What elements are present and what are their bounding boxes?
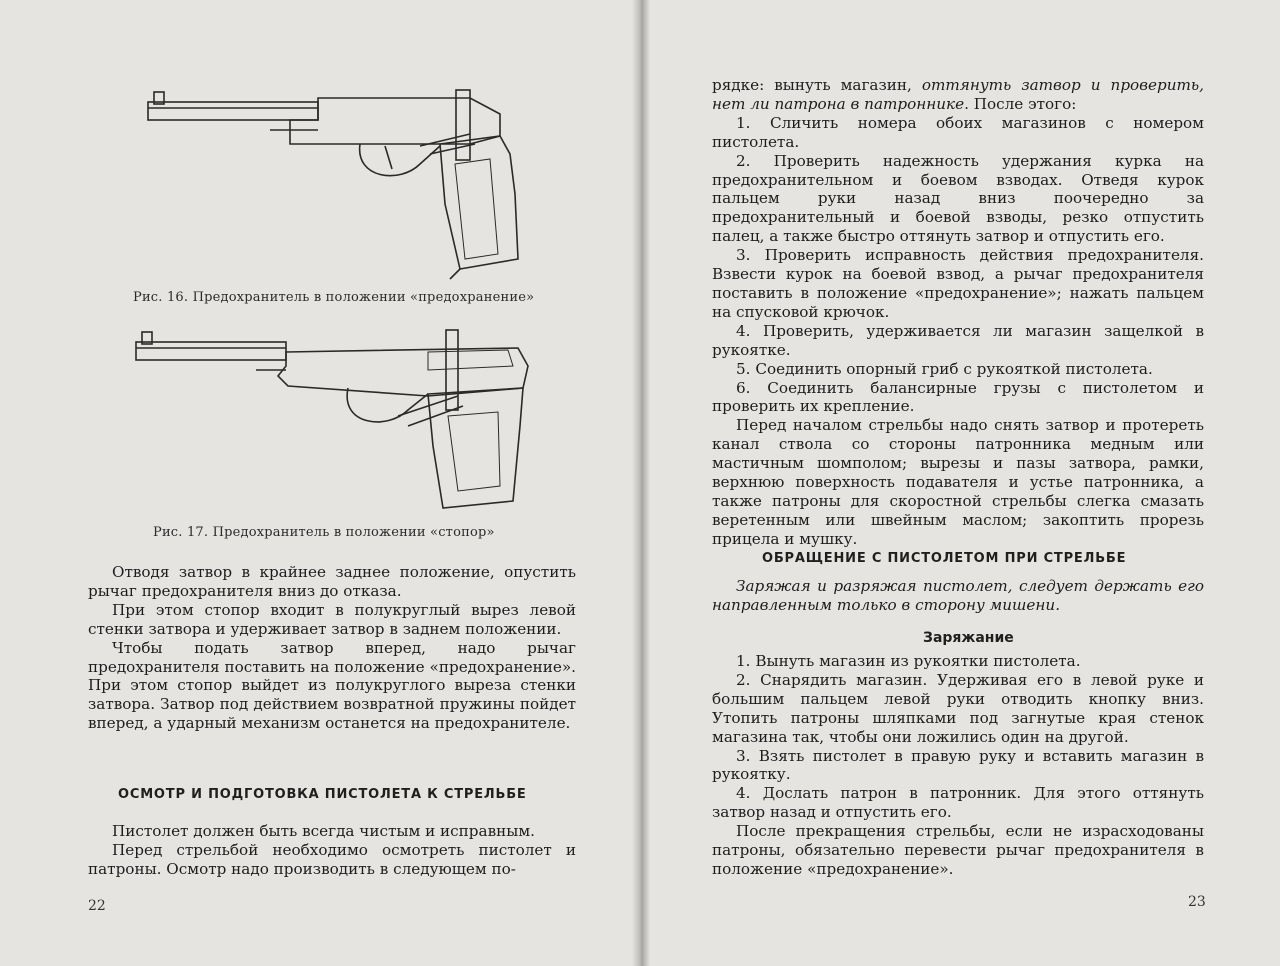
loading-step-1: 1. Вынуть магазин из рукоятки пистолета. bbox=[736, 652, 1081, 670]
loading-steps bbox=[712, 652, 1204, 879]
figure-17-pistol-drawing bbox=[128, 326, 548, 516]
loading-step-2: 2. Снарядить магазин. Удерживая его в левой руке и большим пальцем левой руки отводить кнопку вниз. Утопить патроны шляпками под загнутые края стенок магазина так, чтобы они ложились один на другой. bbox=[712, 670, 1204, 746]
left-paragraph-2: При этом стопор входит в полукруглый вырез левой стенки затвора и удерживает затвор в заднем положении. bbox=[88, 600, 576, 638]
figure-16-caption: Рис. 16. Предохранитель в положении «предохранение» bbox=[133, 290, 535, 305]
right-intro-plain-1: рядке: вынуть магазин, bbox=[712, 76, 922, 94]
right-body-text bbox=[712, 76, 1204, 549]
figure-17-caption: Рис. 17. Предохранитель в положении «стопор» bbox=[153, 525, 495, 540]
right-intro bbox=[712, 76, 1204, 114]
warning-text bbox=[712, 577, 1204, 615]
loading-step-4: 4. Дослать патрон в патронник. Для этого оттянуть затвор назад и отпустить его. bbox=[712, 784, 1204, 822]
check-item-4: 4. Проверить, удерживается ли магазин защелкой в рукоятке. bbox=[712, 321, 1204, 359]
pistol-safety-position-icon bbox=[140, 84, 540, 284]
left-page-number: 22 bbox=[88, 898, 106, 914]
figure-16-pistol-drawing bbox=[140, 84, 540, 284]
left-paragraph-4: Пистолет должен быть всегда чистым и исправным. bbox=[112, 822, 535, 840]
right-page-number: 23 bbox=[1188, 894, 1206, 910]
left-paragraph-5: Перед стрельбой необходимо осмотреть пистолет и патроны. Осмотр надо производить в следующем по- bbox=[88, 840, 576, 878]
check-item-6: 6. Соединить балансирные грузы с пистолетом и проверить их крепление. bbox=[712, 378, 1204, 416]
post-shooting-paragraph: После прекращения стрельбы, если не израсходованы патроны, обязательно перевести рычаг предохранителя в положение «предохранение». bbox=[712, 822, 1204, 878]
warning-italic: Заряжая и разряжая пистолет, следует держать его направленным только в сторону мишени. bbox=[712, 577, 1204, 614]
check-item-2: 2. Проверить надежность удержания курка на предохранительном и боевом взводах. Отведя курок пальцем руки назад вниз поочередно за предохранительный и боевой взводы, резко отпустить палец, а также быстро оттянуть затвор и отпустить его. bbox=[712, 151, 1204, 246]
loading-step-3: 3. Взять пистолет в правую руку и вставить магазин в рукоятку. bbox=[712, 746, 1204, 784]
left-paragraph-1: Отводя затвор в крайнее заднее положение, опустить рычаг предохранителя вниз до отказа. bbox=[88, 563, 576, 600]
right-intro-plain-2: . После этого: bbox=[964, 94, 1077, 113]
left-body-text bbox=[88, 563, 576, 733]
left-section-heading: ОСМОТР И ПОДГОТОВКА ПИСТОЛЕТА К СТРЕЛЬБЕ bbox=[118, 787, 527, 802]
left-body-text-2 bbox=[88, 822, 576, 879]
check-item-5: 5. Соединить опорный гриб с рукояткой пистолета. bbox=[736, 359, 1153, 378]
book-gutter bbox=[632, 0, 650, 966]
right-intro-italic: оттянуть затвор и проверить, нет ли патрона в патроннике bbox=[712, 76, 1205, 113]
pistol-stop-position-icon bbox=[128, 326, 548, 516]
left-paragraph-3: Чтобы подать затвор вперед, надо рычаг предохранителя поставить на положение «предохранение». При этом стопор выйдет из полукруглого выреза стенки затвора. Затвор под действием возвратной пружины пойдет вперед, а ударный механизм останется на предохранителе. bbox=[88, 638, 576, 733]
pre-shooting-paragraph: Перед началом стрельбы надо снять затвор и протереть канал ствола со стороны патронника медным или мастичным шомполом; вырезы и пазы затвора, рамки, верхнюю поверхность подавателя и устье патронника, а также патроны для скоростной стрельбы слегка смазать веретенным или швейным маслом; закоптить прорезь прицела и мушку. bbox=[712, 416, 1204, 548]
right-page bbox=[640, 0, 1280, 966]
check-item-3: 3. Проверить исправность действия предохранителя. Взвести курок на боевой взвод, а рычаг предохранителя поставить в положение «предохранение»; нажать пальцем на спусковой крючок. bbox=[712, 246, 1204, 321]
loading-subheading: Заряжание bbox=[923, 630, 1014, 646]
right-section-heading: ОБРАЩЕНИЕ С ПИСТОЛЕТОМ ПРИ СТРЕЛЬБЕ bbox=[762, 551, 1127, 566]
check-item-1: 1. Сличить номера обоих магазинов с номером пистолета. bbox=[712, 113, 1204, 151]
